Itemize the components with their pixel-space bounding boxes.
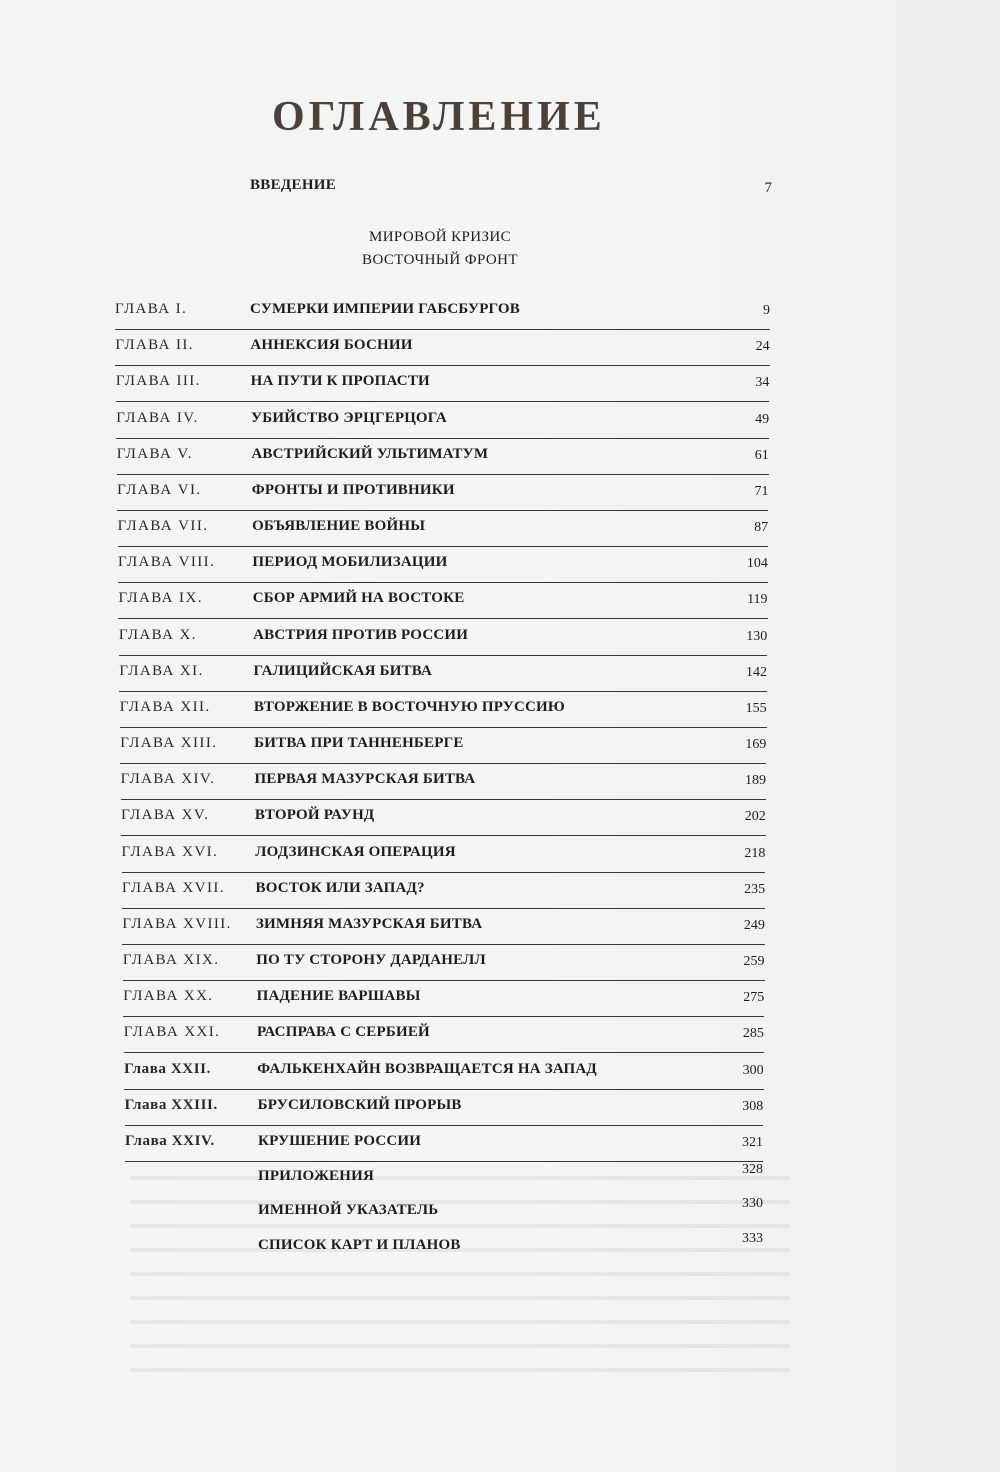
backmatter-page-number: 333 (742, 1231, 763, 1246)
toc-entry (120, 699, 767, 735)
toc-entry (124, 1024, 764, 1060)
chapter-number: ГЛАВА XII. (119, 698, 211, 715)
divider-rule (122, 872, 766, 873)
chapter-title: ВТОРОЙ РАУНД (254, 807, 375, 824)
chapter-number: ГЛАВА XV. (121, 807, 210, 824)
chapter-number: ГЛАВА XX. (123, 988, 214, 1005)
chapter-title: БРУСИЛОВСКИЙ ПРОРЫВ (257, 1096, 462, 1113)
chapter-page-number: 34 (755, 375, 770, 391)
toc-entry (123, 988, 764, 1024)
chapter-title: ФАЛЬКЕНХАЙН ВОЗВРАЩАЕТСЯ НА ЗАПАД (257, 1060, 597, 1077)
chapter-page-number: 285 (742, 1026, 764, 1042)
chapter-number: ГЛАВА III. (115, 373, 201, 390)
toc-entry (123, 952, 765, 988)
chapter-title: БИТВА ПРИ ТАННЕНБЕРГЕ (254, 735, 464, 752)
divider-rule (122, 908, 765, 909)
chapter-title: ЗИМНЯЯ МАЗУРСКАЯ БИТВА (255, 915, 483, 932)
toc-entry (122, 844, 766, 880)
chapter-number: Глава XXIV. (125, 1133, 215, 1149)
chapter-number: ГЛАВА XIV. (120, 771, 216, 788)
chapter-number: ГЛАВА XI. (119, 662, 204, 679)
chapter-number: ГЛАВА XVI. (121, 843, 219, 860)
chapter-page-number: 155 (745, 700, 767, 716)
chapter-title: СБОР АРМИЙ НА ВОСТОКЕ (252, 590, 465, 607)
divider-rule (120, 763, 766, 764)
toc-entry (120, 735, 766, 771)
divider-rule (120, 727, 767, 728)
chapter-page-number: 87 (754, 520, 769, 536)
section-heading-line2: ВОСТОЧНЫЙ ФРОНТ (362, 252, 518, 268)
divider-rule (119, 655, 767, 656)
chapter-title: ОБЪЯВЛЕНИЕ ВОЙНЫ (252, 518, 426, 535)
chapter-number: ГЛАВА V. (116, 445, 193, 462)
divider-rule (118, 582, 768, 583)
toc-entry (122, 880, 765, 916)
divider-rule (124, 1089, 763, 1090)
chapter-page-number: 9 (763, 303, 770, 318)
toc-entry (119, 663, 767, 699)
toc-entry (118, 554, 768, 590)
backmatter-title: ИМЕННОЙ УКАЗАТЕЛЬ (258, 1202, 439, 1218)
chapter-number: ГЛАВА XXI. (123, 1024, 221, 1041)
toc-entry (116, 373, 770, 409)
toc-backmatter-entry (258, 1196, 763, 1238)
toc-entry (119, 627, 767, 663)
chapter-number: ГЛАВА XIX. (122, 952, 220, 969)
chapter-page-number: 24 (755, 339, 770, 355)
toc-entry (121, 807, 766, 843)
chapter-page-number: 300 (742, 1062, 764, 1078)
chapter-page-number: 49 (755, 411, 770, 427)
toc-entry (121, 771, 766, 807)
backmatter-page-number: 328 (742, 1162, 763, 1177)
chapter-page-number: 235 (744, 881, 766, 897)
chapter-title: ПЕРВАЯ МАЗУРСКАЯ БИТВА (254, 771, 476, 788)
chapter-title: АВСТРИЯ ПРОТИВ РОССИИ (253, 626, 469, 643)
chapter-title: СУМЕРКИ ИМПЕРИИ ГАБСБУРГОВ (250, 301, 520, 317)
divider-rule (121, 835, 766, 836)
chapter-page-number: 142 (745, 664, 767, 680)
chapter-title: КРУШЕНИЕ РОССИИ (258, 1133, 422, 1149)
chapter-title: ПЕРИОД МОБИЛИЗАЦИИ (252, 554, 448, 571)
toc-backmatter-entry (258, 1231, 763, 1273)
chapter-title: ПАДЕНИЕ ВАРШАВЫ (256, 988, 421, 1005)
chapter-page-number: 119 (747, 592, 768, 608)
divider-rule (122, 944, 764, 945)
chapter-number: ГЛАВА VIII. (118, 554, 216, 571)
intro-label: ВВЕДЕНИЕ (250, 177, 337, 193)
chapter-number: ГЛАВА IV. (116, 409, 199, 426)
divider-rule (118, 546, 769, 547)
chapter-number: ГЛАВА X. (118, 626, 197, 643)
divider-rule (123, 1016, 764, 1017)
chapter-title: ПО ТУ СТОРОНУ ДАРДАНЕЛЛ (256, 952, 486, 969)
intro-page-number: 7 (764, 180, 772, 196)
chapter-title: ЛОДЗИНСКАЯ ОПЕРАЦИЯ (255, 843, 456, 860)
chapter-page-number: 71 (754, 483, 769, 499)
chapter-number: ГЛАВА XVII. (121, 879, 225, 896)
chapter-title: ФРОНТЫ И ПРОТИВНИКИ (251, 481, 455, 498)
backmatter-title: СПИСОК КАРТ И ПЛАНОВ (258, 1237, 461, 1253)
chapter-number: ГЛАВА VI. (117, 481, 202, 498)
divider-rule (116, 438, 769, 439)
divider-rule (115, 329, 770, 330)
divider-rule (117, 474, 769, 475)
chapter-number: Глава XXII. (124, 1060, 211, 1077)
chapter-number: ГЛАВА XVIII. (122, 915, 232, 932)
toc-entry (116, 410, 769, 446)
chapter-page-number: 249 (743, 917, 765, 933)
backmatter-title: ПРИЛОЖЕНИЯ (258, 1168, 374, 1184)
divider-rule (121, 799, 766, 800)
toc-entry (117, 446, 769, 482)
chapter-number: ГЛАВА VII. (117, 518, 209, 535)
page-title: ОГЛАВЛЕНИЕ (272, 94, 606, 140)
toc-entry (118, 518, 769, 554)
chapter-title: РАСПРАВА С СЕРБИЕЙ (256, 1024, 430, 1041)
chapter-page-number: 169 (745, 737, 767, 753)
divider-rule (117, 510, 768, 511)
chapter-title: ГАЛИЦИЙСКАЯ БИТВА (253, 662, 433, 679)
chapter-number: ГЛАВА IX. (118, 590, 203, 607)
chapter-title: НА ПУТИ К ПРОПАСТИ (250, 373, 430, 390)
chapter-page-number: 104 (746, 556, 768, 572)
chapter-number: ГЛАВА XIII. (120, 735, 218, 752)
divider-rule (125, 1161, 763, 1162)
divider-rule (115, 365, 769, 366)
divider-rule (123, 980, 765, 981)
chapter-page-number: 202 (744, 809, 766, 825)
toc-entry (124, 1061, 763, 1097)
toc-entry (118, 590, 767, 626)
chapter-page-number: 218 (744, 845, 766, 861)
chapter-title: ВОСТОК ИЛИ ЗАПАД? (255, 879, 425, 896)
divider-rule (118, 618, 767, 619)
toc-entry (125, 1097, 764, 1133)
backmatter-page-number: 330 (742, 1196, 763, 1211)
chapter-page-number: 321 (742, 1135, 763, 1150)
divider-rule (125, 1125, 764, 1126)
chapter-title: АВСТРИЙСКИЙ УЛЬТИМАТУМ (251, 445, 489, 462)
chapter-title: АННЕКСИЯ БОСНИИ (250, 337, 413, 354)
chapter-number: Глава XXIII. (124, 1096, 218, 1113)
chapter-number: ГЛАВА I. (115, 301, 188, 317)
toc-entry (125, 1133, 763, 1169)
chapter-page-number: 275 (743, 990, 765, 1006)
chapter-page-number: 130 (746, 628, 768, 644)
chapter-page-number: 61 (754, 447, 769, 463)
toc-entry (122, 916, 764, 952)
divider-rule (119, 691, 767, 692)
chapter-page-number: 308 (742, 1098, 764, 1114)
toc-entry (115, 301, 770, 337)
divider-rule (116, 401, 770, 402)
toc-backmatter-entry (258, 1162, 763, 1204)
chapter-page-number: 189 (745, 773, 767, 789)
chapter-number: ГЛАВА II. (115, 337, 194, 354)
divider-rule (124, 1052, 764, 1053)
chapter-title: УБИЙСТВО ЭРЦГЕРЦОГА (251, 409, 447, 426)
toc-entry (117, 482, 768, 518)
chapter-title: ВТОРЖЕНИЕ В ВОСТОЧНУЮ ПРУССИЮ (253, 698, 566, 715)
toc-entry (115, 337, 769, 373)
chapter-page-number: 259 (743, 954, 765, 970)
section-heading-line1: МИРОВОЙ КРИЗИС (368, 229, 512, 245)
